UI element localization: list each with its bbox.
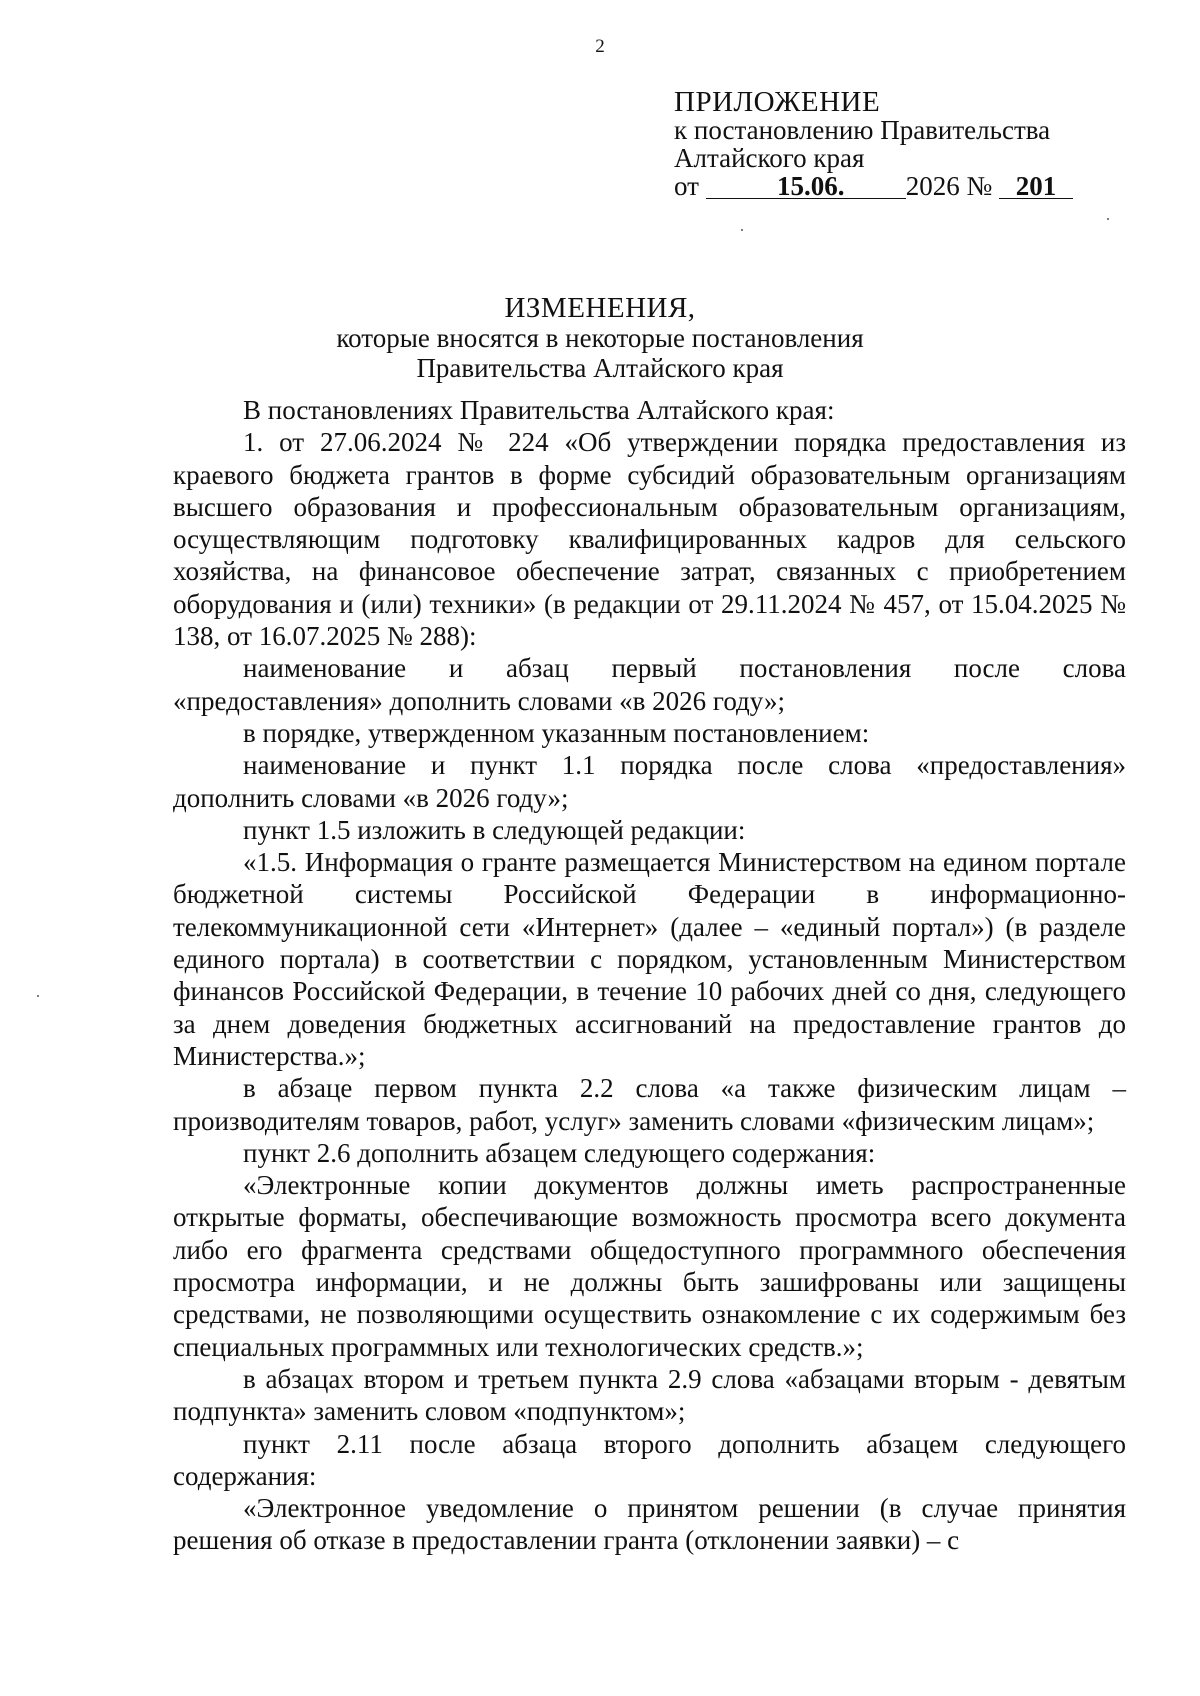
paragraph: пункт 2.6 дополнить абзацем следующего содержания: [243,1137,876,1168]
appendix-header [674,88,1094,200]
document-heading [0,293,1200,383]
paragraph: наименование и абзац первый постановления после слова «предоставления» дополнить словами «в 2026 году»; [173,653,1126,716]
scan-speck [1107,218,1109,220]
scan-speck [741,229,743,231]
appendix-date-line [674,172,1094,200]
date-prefix: от [674,171,699,201]
paragraph: в порядке, утвержденном указанным постановлением: [243,717,870,748]
paragraph: 1. от 27.06.2024 № 224 «Об утверждении порядка предоставления из краевого бюджета грантов в форме субсидий образовательным организациям высшего образования и профессиональным образовательным организациям, осуществляющим подготовку квалифицированных кадров для сельского хозяйства, на финансовое обеспечение затрат, связанных с приобретением оборудования и (или) техники» (в редакции от 29.11.2024 № 457, от 15.04.2025 № 138, от 16.07.2025 № 288): [173,427,1126,652]
date-value: 15.06. [706,174,906,199]
paragraph: наименование и пункт 1.1 порядка после слова «предоставления» дополнить словами «в 2026 году»; [173,750,1126,813]
appendix-title: ПРИЛОЖЕНИЕ [674,86,881,118]
appendix-line-1: к постановлению Правительства [674,115,1051,145]
paragraph: «Электронное уведомление о принятом решении (в случае принятия решения об отказе в предоставлении гранта (отклонении заявки) – с [173,1493,1126,1556]
appendix-line-2: Алтайского края [674,143,865,173]
heading-title: ИЗМЕНЕНИЯ, [504,292,696,324]
heading-subtitle-2: Правительства Алтайского края [416,353,784,383]
paragraph: пункт 1.5 изложить в следующей редакции: [243,814,746,845]
scan-speck [37,995,39,997]
page-number: 2 [595,36,605,57]
heading-subtitle-1: которые вносятся в некоторые постановления [336,323,864,353]
paragraph: «Электронные копии документов должны иметь распространенные открытые форматы, обеспечивающие возможность просмотра всего документа либо его фрагмента средствами общедоступного программного обеспечения просмотра информации, и не должны быть зашифрованы или защищены средствами, не позволяющими осуществить ознакомление с их содержимым без специальных программных или технологических средств.»; [173,1170,1126,1362]
resolution-number: 201 [999,174,1073,199]
year-label: 2026 № [905,171,993,201]
paragraph: в абзацах втором и третьем пункта 2.9 слова «абзацами вторым - девятым подпункта» заменить словом «подпунктом»; [173,1363,1126,1427]
paragraph: пункт 2.11 после абзаца второго дополнить абзацем следующего содержания: [173,1428,1126,1491]
document-body [173,394,1126,1557]
paragraph: «1.5. Информация о гранте размещается Министерством на едином портале бюджетной системы Российской Федерации в информационно-телекоммуникационной сети «Интернет» (далее – «единый портал») (в разделе единого портала) в соответствии с порядком, установленным Министерством финансов Российской Федерации, в течение 10 рабочих дней со дня, следующего за днем доведения бюджетных ассигнований на предоставление грантов до Министерства.»; [173,847,1126,1071]
paragraph: в абзаце первом пункта 2.2 слова «а также физическим лицам – производителям товаров, работ, услуг» заменить словами «физическим лицам»; [173,1073,1126,1136]
paragraph: В постановлениях Правительства Алтайского края: [243,395,835,425]
